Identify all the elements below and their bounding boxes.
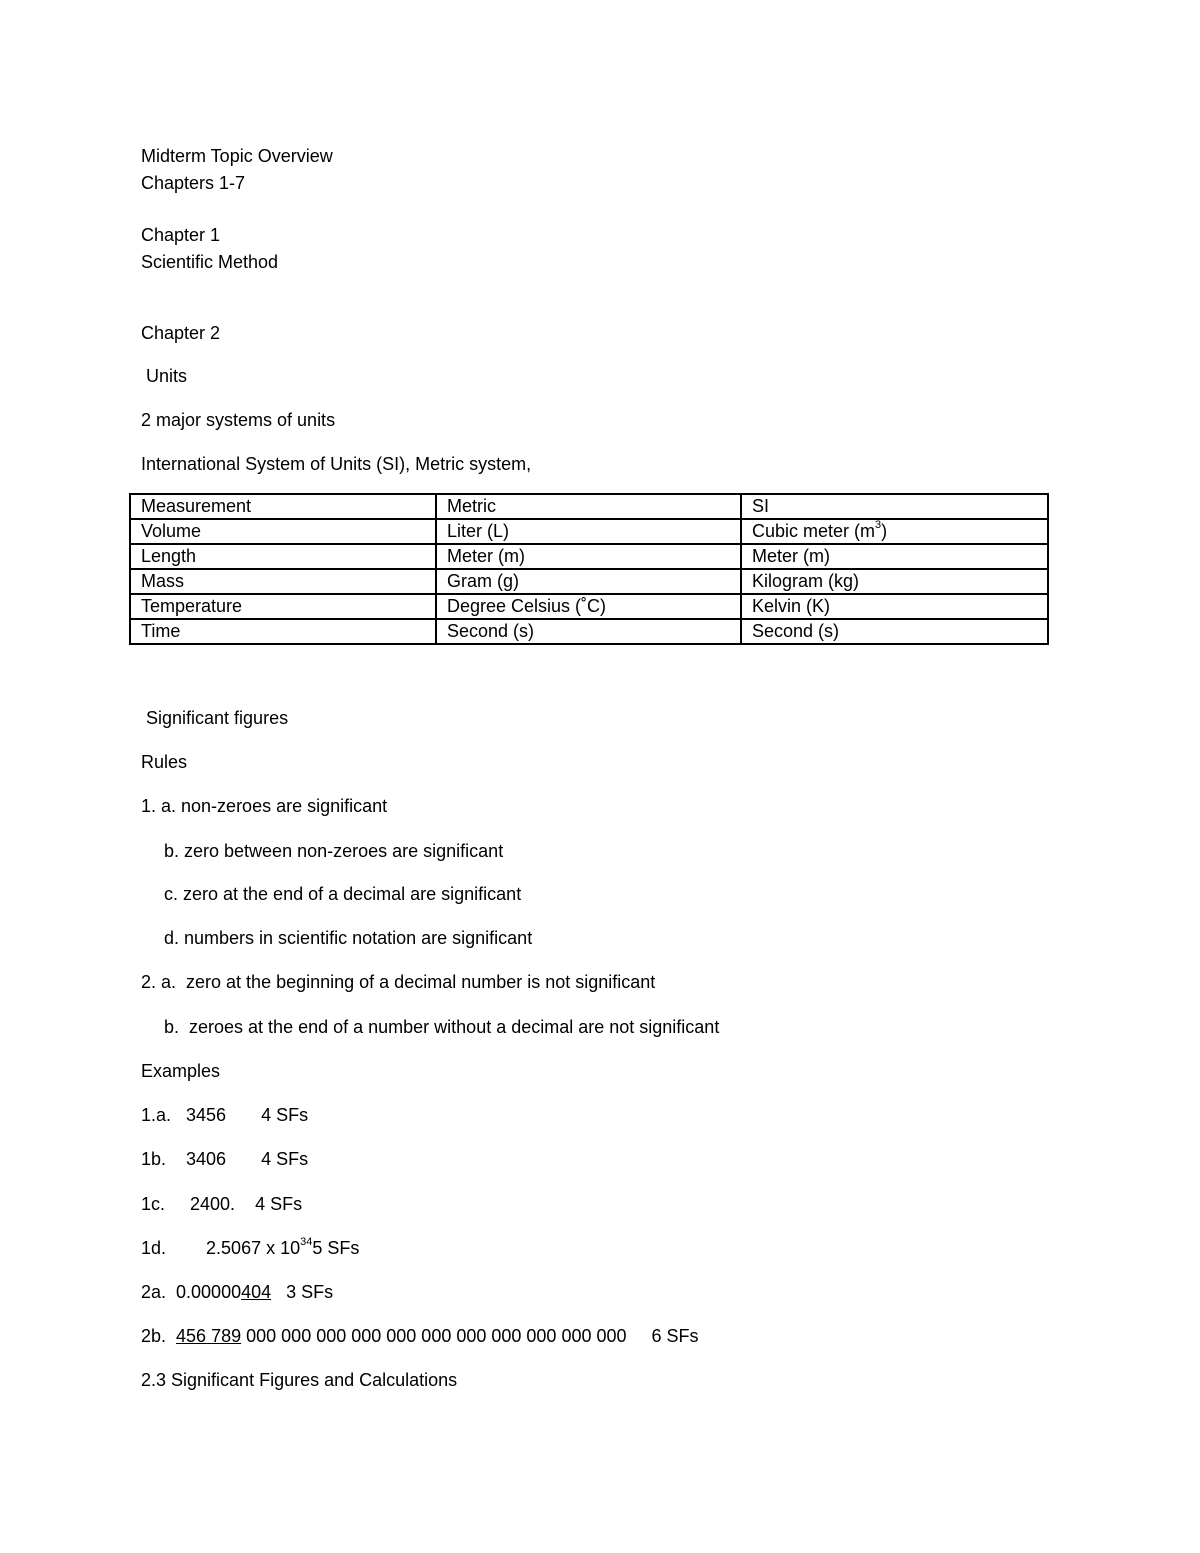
section-2-3-heading: 2.3 Significant Figures and Calculations (141, 1370, 458, 1390)
table-cell: Volume (130, 519, 436, 544)
chapter-2-heading: Chapter 2 (141, 323, 221, 343)
rule-1c: c. zero at the end of a decimal are significant (164, 884, 522, 904)
table-row (130, 519, 1048, 544)
table-header-cell: SI (741, 494, 1048, 519)
example-1b: 1b. 3406 4 SFs (141, 1149, 309, 1169)
table-row (130, 619, 1048, 644)
example-text: 5 SFs (312, 1238, 360, 1258)
table-header-cell: Measurement (130, 494, 436, 519)
example-1a: 1.a. 3456 4 SFs (141, 1105, 309, 1125)
underlined-digits: 456 (176, 1326, 207, 1346)
rule-1a: 1. a. non-zeroes are significant (141, 796, 388, 816)
table-cell: Meter (m) (436, 544, 741, 569)
chapter-1-topic: Scientific Method (141, 252, 279, 272)
table-row (130, 544, 1048, 569)
rule-1b: b. zero between non-zeroes are significant (164, 841, 504, 861)
table-header-cell: Metric (436, 494, 741, 519)
cell-text: ) (881, 521, 888, 541)
table-cell: Length (130, 544, 436, 569)
table-cell: Mass (130, 569, 436, 594)
example-1d (141, 1237, 359, 1259)
systems-line: 2 major systems of units (141, 410, 336, 430)
table-row (130, 569, 1048, 594)
underlined-digits: 404 (241, 1282, 272, 1302)
example-1c: 1c. 2400. 4 SFs (141, 1194, 303, 1214)
rule-1d: d. numbers in scientific notation are significant (164, 928, 533, 948)
chapters-range: Chapters 1-7 (141, 173, 246, 193)
table-cell: Degree Celsius (˚C) (436, 594, 741, 619)
table-cell: Second (s) (436, 619, 741, 644)
table-cell: Time (130, 619, 436, 644)
example-text: 3 SFs (271, 1282, 334, 1302)
sigfig-heading: Significant figures (146, 708, 289, 728)
table-cell: Kelvin (K) (741, 594, 1048, 619)
table-row (130, 594, 1048, 619)
table-cell: Kilogram (kg) (741, 569, 1048, 594)
examples-heading: Examples (141, 1061, 221, 1081)
units-table (129, 493, 1049, 645)
cell-text: Cubic meter (m (752, 521, 876, 541)
rules-heading: Rules (141, 752, 188, 772)
systems-list: International System of Units (SI), Metric system, (141, 454, 532, 474)
underlined-digits: 789 (211, 1326, 242, 1346)
table-cell: Liter (L) (436, 519, 741, 544)
table-cell: Gram (g) (436, 569, 741, 594)
rule-2a: 2. a. zero at the beginning of a decimal number is not significant (141, 972, 656, 992)
example-text: 2b. (141, 1326, 177, 1346)
example-text: 2a. 0.00000 (141, 1282, 242, 1302)
example-text: 1d. 2.5067 x 10 (141, 1238, 301, 1258)
document-title: Midterm Topic Overview (141, 146, 333, 166)
superscript: 3 (875, 519, 882, 531)
table-cell (741, 519, 1048, 544)
exponent: 34 (300, 1236, 313, 1248)
example-text: 000 000 000 000 000 000 000 000 000 000 000 6 SFs (241, 1326, 699, 1346)
table-cell: Second (s) (741, 619, 1048, 644)
table-cell: Temperature (130, 594, 436, 619)
example-2b (141, 1325, 699, 1347)
chapter-1-heading: Chapter 1 (141, 225, 221, 245)
example-2a (141, 1281, 333, 1303)
units-heading: Units (146, 366, 188, 386)
table-header-row (130, 494, 1048, 519)
rule-2b: b. zeroes at the end of a number without a decimal are not significant (164, 1017, 720, 1037)
table-cell: Meter (m) (741, 544, 1048, 569)
